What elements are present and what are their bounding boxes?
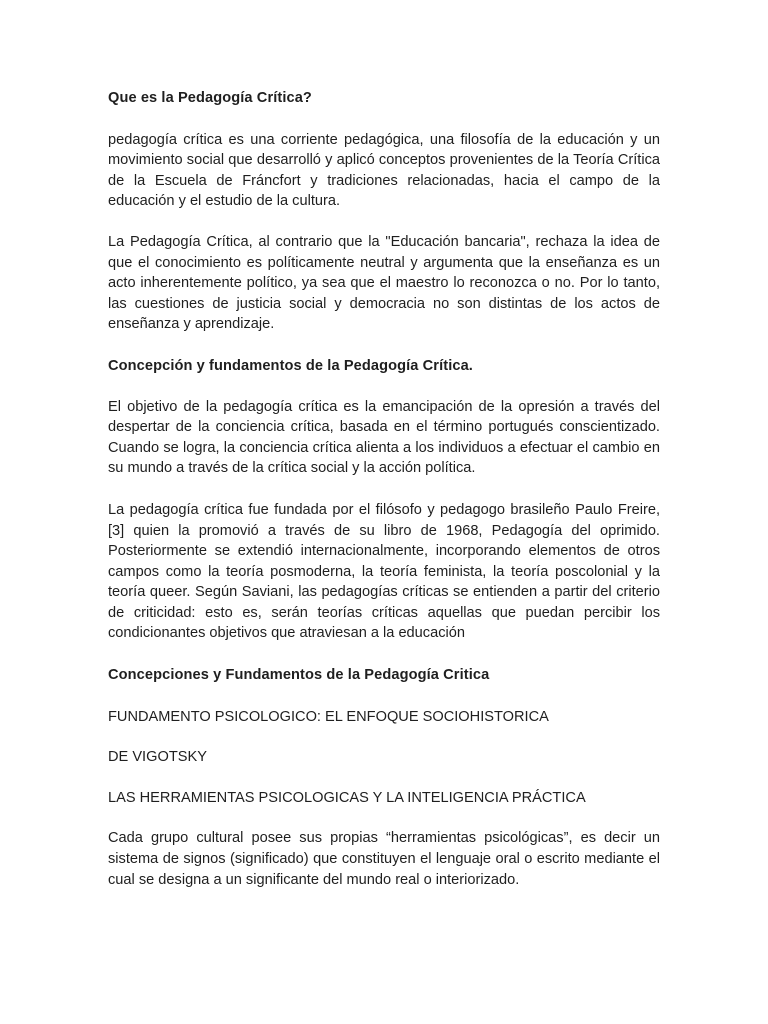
paragraph: La Pedagogía Crítica, al contrario que la "Educación bancaria", rechaza la idea de que el conocimiento es políticamente neutral y argumenta que la enseñanza es un acto inherentemente político, ya sea que el maestro lo reconozca o no. Por lo tanto, las cuestiones de justicia social y democracia no son distintas de los actos de enseñanza y aprendizaje. [108,233,660,333]
section-heading: Concepciones y Fundamentos de la Pedagogía Critica [108,667,490,684]
text-line: FUNDAMENTO PSICOLOGICO: EL ENFOQUE SOCIOHISTORICA [108,708,549,725]
section-heading: Concepción y fundamentos de la Pedagogía Crítica. [108,357,473,374]
document-body [108,88,660,890]
paragraph: El objetivo de la pedagogía crítica es la emancipación de la opresión a través del despertar de la conciencia crítica, basada en el término portugués conscientizado. Cuando se logra, la conciencia crítica alienta a los individuos a efectuar el cambio en su mundo a través de la crítica social y la acción política. [108,398,660,477]
paragraph: pedagogía crítica es una corriente pedagógica, una filosofía de la educación y un movimiento social que desarrolló y aplicó conceptos provenientes de la Teoría Crítica de la Escuela de Fráncfort y tradiciones relacionadas, hacia el campo de la educación y el estudio de la cultura. [108,131,660,210]
text-line: DE VIGOTSKY [108,749,207,766]
text-line: LAS HERRAMIENTAS PSICOLOGICAS Y LA INTELIGENCIA PRÁCTICA [108,789,586,806]
section-heading: Que es la Pedagogía Crítica? [108,90,312,106]
paragraph: Cada grupo cultural posee sus propias “herramientas psicológicas”, es decir un sistema de signos (significado) que constituyen el lenguaje oral o escrito mediante el cual se designa a un significante del mundo real o interiorizado. [108,830,660,888]
paragraph: La pedagogía crítica fue fundada por el filósofo y pedagogo brasileño Paulo Freire, [3] quien la promovió a través de su libro de 1968, Pedagogía del oprimido. Posteriormente se extendió internacionalmente, incorporando elementos de otros campos como la teoría posmoderna, la teoría feminista, la teoría poscolonial y la teoría queer. Según Saviani, las pedagogías críticas se entienden a partir del criterio de criticidad: esto es, serán teorías críticas aquellas que puedan percibir los condicionantes objetivos que atraviesan a la educación [108,501,660,642]
